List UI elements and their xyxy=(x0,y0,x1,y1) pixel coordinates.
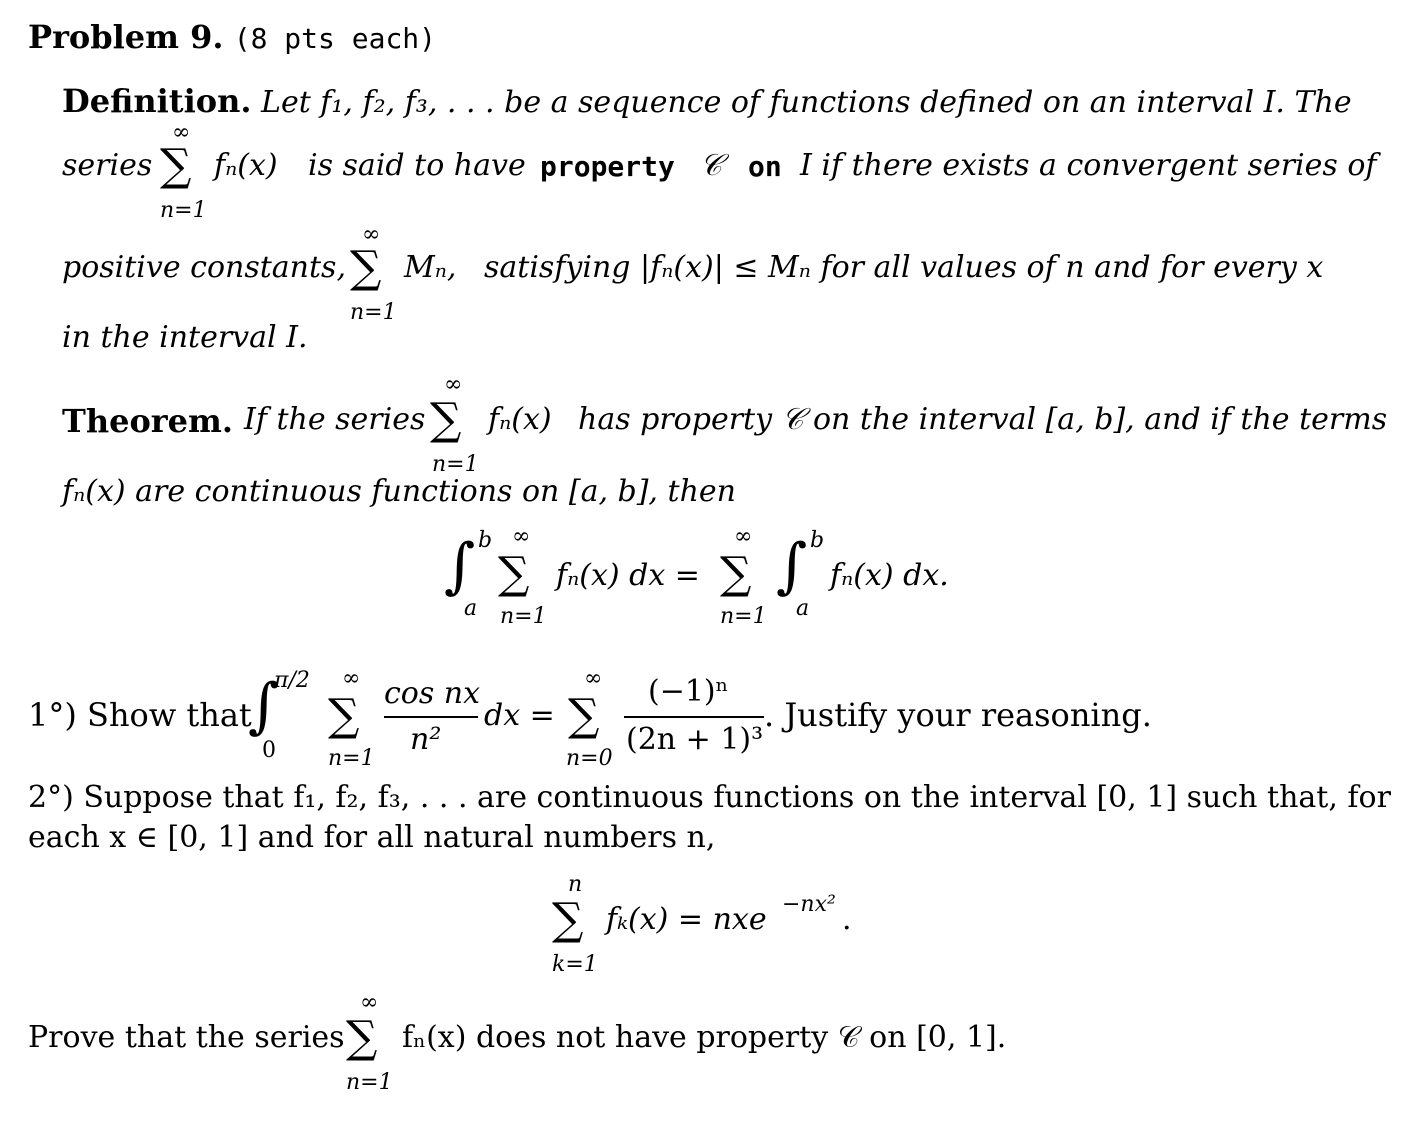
part2-conc-sum-lower: n=1 xyxy=(346,1070,393,1095)
definition-sum-symbol: ∑ xyxy=(160,140,192,191)
definition-property-word: property xyxy=(540,150,675,183)
part2-eq-body: fₖ(x) = nxe xyxy=(606,902,767,937)
part2-conc-sum-upper: ∞ xyxy=(360,990,379,1015)
theorem-eq-sum2-upper: ∞ xyxy=(734,524,753,549)
definition-sum-upper: ∞ xyxy=(172,120,191,145)
part1-sum1-lower: n=1 xyxy=(328,746,375,771)
theorem-eq-sum2-lower: n=1 xyxy=(720,604,767,629)
theorem-text-1-post: has property 𝒞 on the interval [a, b], and if the terms xyxy=(578,402,1388,437)
theorem-eq-sum1-symbol: ∑ xyxy=(498,548,530,599)
definition-text-1: Let f₁, f₂, f₃, . . . be a sequence of functions defined on an interval I. The xyxy=(261,85,1352,120)
theorem-sum-upper: ∞ xyxy=(444,372,463,397)
part1-int-lower: 0 xyxy=(262,738,276,763)
part2-conc-sum-symbol: ∑ xyxy=(346,1012,378,1063)
part2-sum-symbol: ∑ xyxy=(552,894,584,945)
theorem-eq-rhs-upper: b xyxy=(810,528,825,553)
definition-term: fₙ(x) xyxy=(214,148,278,183)
part1-frac1-bar xyxy=(384,716,478,718)
theorem-eq-sum1-lower: n=1 xyxy=(500,604,547,629)
part1-sum2-upper: ∞ xyxy=(584,666,603,691)
theorem-sum-lower: n=1 xyxy=(432,452,479,477)
part1-integral: ∫ xyxy=(248,671,280,741)
definition-sum2-upper: ∞ xyxy=(362,222,381,247)
definition-mid-text: is said to have xyxy=(308,148,526,183)
theorem-eq-sum1-upper: ∞ xyxy=(512,524,531,549)
definition-sum2-term: Mₙ, xyxy=(404,250,457,285)
theorem-label: Theorem. xyxy=(62,402,233,440)
theorem-eq-lhs-lower: a xyxy=(464,596,478,621)
theorem-eq-rhs-body: fₙ(x) dx. xyxy=(830,558,949,593)
part2-sum-upper: n xyxy=(568,872,583,897)
part1-post: . Justify your reasoning. xyxy=(764,696,1152,734)
theorem-text-2: fₙ(x) are continuous functions on [a, b], then xyxy=(62,474,736,509)
part1-mid: dx = xyxy=(484,698,555,733)
problem-title: Problem 9. xyxy=(28,18,224,56)
part1-frac1-den: n² xyxy=(410,722,442,757)
part1-sum1-symbol: ∑ xyxy=(328,690,360,741)
part2-eq-exp: −nx² xyxy=(782,892,836,917)
part1-sum1-upper: ∞ xyxy=(342,666,361,691)
part2-line-1: 2°) Suppose that f₁, f₂, f₃, . . . are continuous functions on the interval [0, 1] such that, for xyxy=(28,780,1391,815)
problem-points: (8 pts each) xyxy=(233,22,437,55)
part1-label: 1°) Show that xyxy=(28,696,252,734)
definition-text-4: in the interval I. xyxy=(62,320,308,355)
part1-frac1-num: cos nx xyxy=(384,676,481,711)
part2-conclusion-pre: Prove that the series xyxy=(28,1020,345,1055)
definition-line-1 xyxy=(62,82,1382,120)
definition-sum-lower: n=1 xyxy=(160,198,207,223)
theorem-sum-symbol: ∑ xyxy=(430,394,462,445)
definition-series-word: series xyxy=(62,148,153,183)
part2-eq-end: . xyxy=(842,902,852,937)
definition-text-3-pre: positive constants, xyxy=(62,250,346,285)
theorem-eq-integral-rhs: ∫ xyxy=(776,531,808,601)
part1-frac2-bar xyxy=(624,716,764,718)
definition-sum2-symbol: ∑ xyxy=(350,242,382,293)
definition-label: Definition. xyxy=(62,82,252,120)
definition-text-2: I if there exists a convergent series of xyxy=(800,148,1377,183)
problem-header xyxy=(28,18,436,56)
part2-line-2: each x ∈ [0, 1] and for all natural numbers n, xyxy=(28,820,716,855)
part2-conclusion-post: fₙ(x) does not have property 𝒞 on [0, 1]. xyxy=(402,1020,1007,1055)
definition-on-word: on xyxy=(748,150,782,183)
theorem-term: fₙ(x) xyxy=(488,402,552,437)
theorem-eq-integral-lhs: ∫ xyxy=(444,531,476,601)
part2-sum-lower: k=1 xyxy=(552,952,598,977)
part1-frac2-num: (−1)ⁿ xyxy=(648,674,729,709)
theorem-eq-rhs-lower: a xyxy=(796,596,810,621)
definition-sum2-lower: n=1 xyxy=(350,300,397,325)
part1-int-upper: π/2 xyxy=(274,668,310,693)
theorem-eq-lhs-upper: b xyxy=(478,528,493,553)
theorem-text-1-pre: If the series xyxy=(244,402,426,437)
theorem-eq-sum2-symbol: ∑ xyxy=(720,548,752,599)
part1-sum2-lower: n=0 xyxy=(566,746,613,771)
theorem-eq-lhs-body: fₙ(x) dx = xyxy=(556,558,700,593)
definition-property-symbol: 𝒞 xyxy=(700,148,722,183)
part1-sum2-symbol: ∑ xyxy=(568,690,600,741)
part1-frac2-den: (2n + 1)³ xyxy=(626,722,764,757)
definition-text-3-post: satisfying |fₙ(x)| ≤ Mₙ for all values of n and for every x xyxy=(484,250,1324,285)
